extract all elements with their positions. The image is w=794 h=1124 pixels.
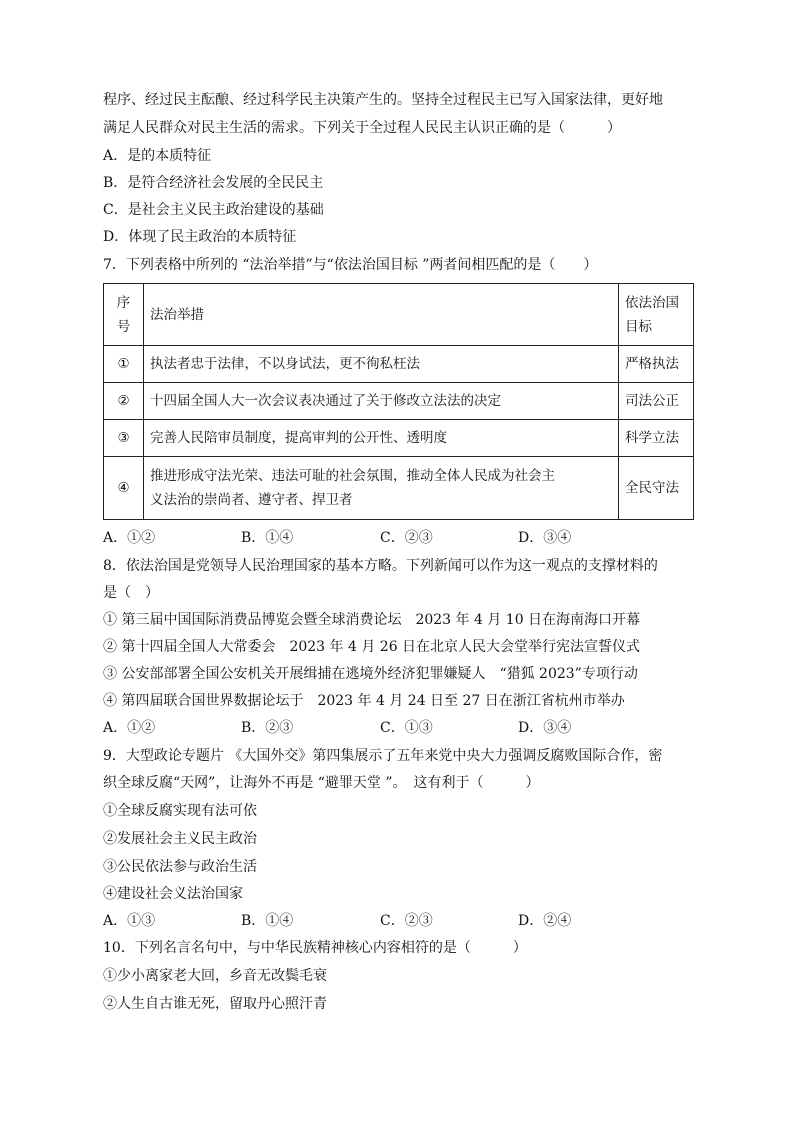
q8-option-c: C．①③	[380, 720, 433, 736]
q9-item-3: ③公民依法参与政治生活	[103, 859, 257, 875]
q6-option-b: B．是符合经济社会发展的全民民主	[103, 175, 324, 191]
q8-options	[103, 718, 703, 738]
row-measure: 执法者忠于法律，不以身试法，更不徇私枉法	[144, 346, 619, 383]
q9-option-a: A．①③	[103, 913, 156, 929]
q9-item-1: ①全球反腐实现有法可依	[103, 803, 257, 819]
q8-option-b: B．②③	[241, 720, 294, 736]
q9-stem-line-2: 织全球反腐“天网”，让海外不再是 “避罪天堂 ”。 这有利于（ ）	[103, 775, 540, 791]
q8-stem-line-2: 是（ ）	[103, 585, 159, 601]
q7-option-c: C．②③	[380, 530, 433, 546]
q9-item-2: ②发展社会主义民主政治	[103, 831, 257, 847]
intro-line-1: 程序、经过民主酝酿、经过科学民主决策产生的。坚持全过程民主已写入国家法律，更好地	[103, 92, 663, 108]
q8-stem-line-1: 8．依法治国是党领导人民治理国家的基本方略。下列新闻可以作为这一观点的支撑材料的	[103, 558, 658, 574]
q6-option-c: C．是社会主义民主政治建设的基础	[103, 202, 324, 218]
q10-item-2: ②人生自古谁无死，留取丹心照汗青	[103, 996, 327, 1012]
q8-item-3: ③ 公安部部署全国公安机关开展缉捕在逃境外经济犯罪嫌疑人 “猎狐 2023”专项行动	[103, 666, 638, 682]
q7-options	[103, 528, 703, 548]
row-measure: 十四届全国人大一次会议表决通过了关于修改立法法的决定	[144, 383, 619, 420]
q7-table	[103, 283, 694, 520]
q8-item-4: ④ 第四届联合国世界数据论坛于 2023 年 4 月 24 日至 27 日在浙江省杭州市举办	[103, 693, 625, 709]
q10-item-1: ①少小离家老大回，乡音无改鬓毛衰	[103, 968, 327, 984]
table-row	[104, 420, 694, 457]
q8-option-a: A．①②	[103, 720, 156, 736]
header-num: 序 号	[104, 284, 144, 346]
q9-option-c: C．②③	[380, 913, 433, 929]
table-row	[104, 457, 694, 520]
q6-option-a: A．是的本质特征	[103, 148, 212, 164]
table-row	[104, 346, 694, 383]
q10-stem: 10．下列名言名句中，与中华民族精神核心内容相符的是（ ）	[103, 940, 527, 956]
intro-line-2: 满足人民群众对民主生活的需求。下列关于全过程人民民主认识正确的是（ ）	[103, 120, 621, 136]
table-header-row	[104, 284, 694, 346]
row-goal: 全民守法	[619, 457, 694, 520]
q8-item-2: ② 第十四届全国人大常委会 2023 年 4 月 26 日在北京人民大会堂举行宪法宣誓仪式	[103, 639, 641, 655]
q9-options	[103, 911, 703, 931]
row-measure: 推进形成守法光荣、违法可耻的社会氛围，推动全体人民成为社会主 义法治的崇尚者、遵守者、捍卫者	[144, 457, 619, 520]
q7-stem: 7．下列表格中所列的 “法治举措”与“依法治国目标 ”两者间相匹配的是（ ）	[103, 257, 598, 273]
header-goal: 依法治国 目标	[619, 284, 694, 346]
q9-stem-line-1: 9．大型政论专题片 《大国外交》第四集展示了五年来党中央大力强调反腐败国际合作，密	[103, 748, 663, 764]
q9-item-4: ④建设社会义法治国家	[103, 886, 243, 902]
header-measure: 法治举措	[144, 284, 619, 346]
q7-option-b: B．①④	[241, 530, 294, 546]
row-goal: 严格执法	[619, 346, 694, 383]
row-num: ②	[104, 383, 144, 420]
row-goal: 司法公正	[619, 383, 694, 420]
row-num: ④	[104, 457, 144, 520]
table-row	[104, 383, 694, 420]
q6-option-d: D．体现了民主政治的本质特征	[103, 229, 297, 245]
row-measure: 完善人民陪审员制度，提高审判的公开性、透明度	[144, 420, 619, 457]
q7-option-d: D．③④	[518, 530, 572, 546]
q9-option-b: B．①④	[241, 913, 294, 929]
row-num: ①	[104, 346, 144, 383]
row-goal: 科学立法	[619, 420, 694, 457]
q8-item-1: ① 第三届中国国际消费品博览会暨全球消费论坛 2023 年 4 月 10 日在海南海口开幕	[103, 612, 641, 628]
q9-option-d: D．②④	[518, 913, 572, 929]
q7-option-a: A．①②	[103, 530, 156, 546]
q8-option-d: D．③④	[518, 720, 572, 736]
row-num: ③	[104, 420, 144, 457]
